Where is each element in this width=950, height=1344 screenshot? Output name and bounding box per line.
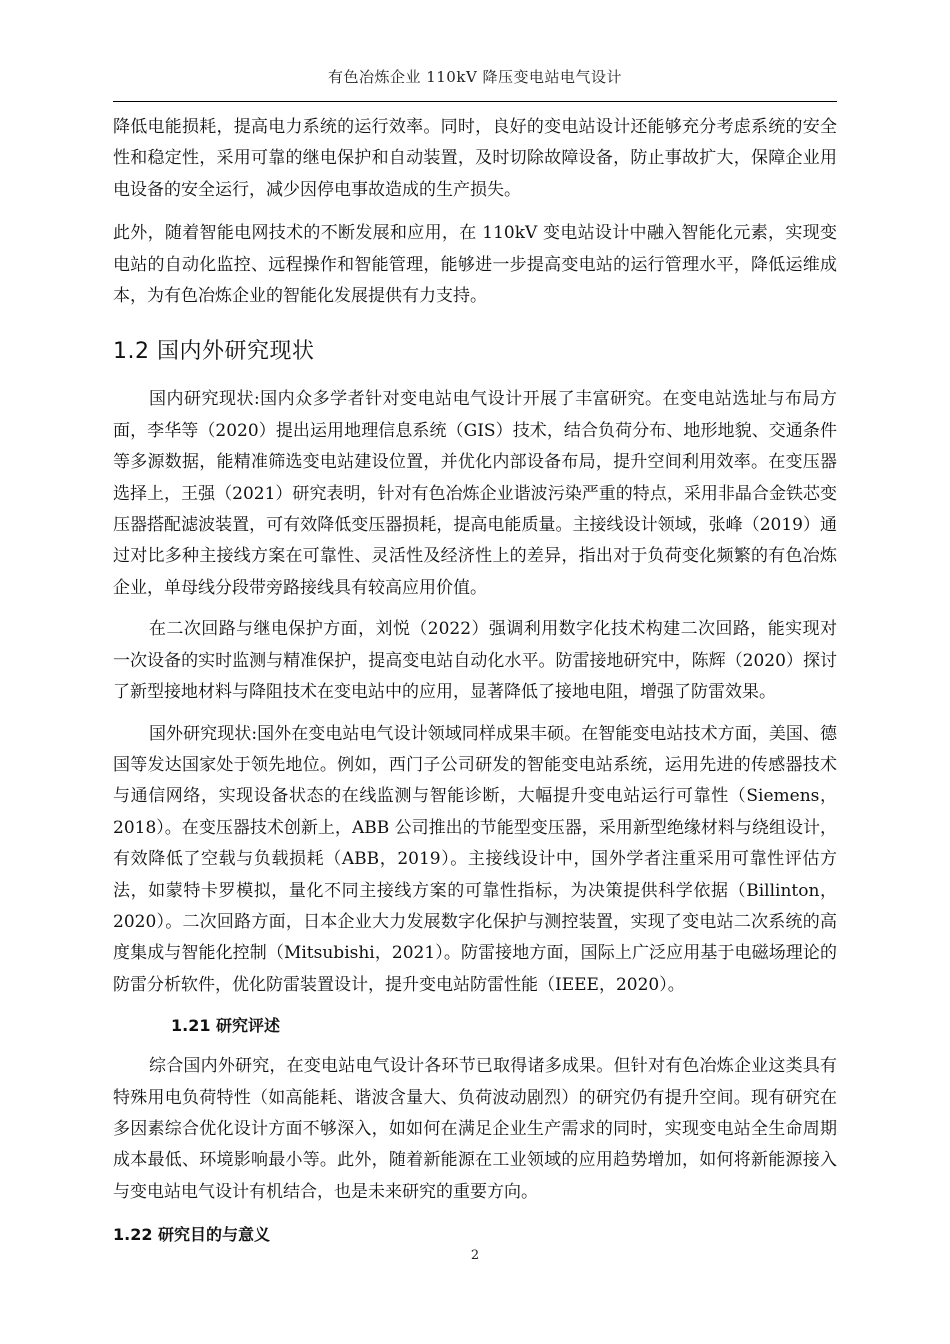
subsection-heading-1-21: 1.21 研究评述 [171, 1016, 281, 1036]
paragraph-domestic-research: 国内研究现状:国内众多学者针对变电站电气设计开展了丰富研究。在变电站选址与布局方面，李华等（2020）提出运用地理信息系统（GIS）技术，结合负荷分布、地形地貌、交通条件等多源数据，能精准筛选变电站建设位置，并优化内部设备布局，提升空间利用效率。在变压器选择上，王强（2021）研究表明，针对有色冶炼企业谐波污染严重的特点，采用非晶合金铁芯变压器搭配滤波装置，可有效降低变压器损耗，提高电能质量。主接线设计领域，张峰（2019）通过对比多种主接线方案在可靠性、灵活性及经济性上的差异，指出对于负荷变化频繁的有色冶炼企业，单母线分段带旁路接线具有较高应用价值。 [113, 389, 837, 598]
paragraph-review: 综合国内外研究，在变电站电气设计各环节已取得诸多成果。但针对有色冶炼企业这类具有特殊用电负荷特性（如高能耗、谐波含量大、负荷波动剧烈）的研究仍有提升空间。现有研究在多因素综合优化设计方面不够深入，如如何在满足企业生产需求的同时，实现变电站全生命周期成本最低、环境影响最小等。此外，随着新能源在工业领域的应用趋势增加，如何将新能源接入与变电站电气设计有机结合，也是未来研究的重要方向。 [113, 1056, 837, 1202]
paragraph-foreign-research: 国外研究现状:国外在变电站电气设计领域同样成果丰硕。在智能变电站技术方面，美国、德国等发达国家处于领先地位。例如，西门子公司研发的智能变电站系统，运用先进的传感器技术与通信网络，实现设备状态的在线监测与智能诊断，大幅提升变电站运行可靠性（Siemens，2018）。在变压器技术创新上，ABB 公司推出的节能型变压器，采用新型绝缘材料与绕组设计，有效降低了空载与负载损耗（ABB，2019）。主接线设计中，国外学者注重采用可靠性评估方法，如蒙特卡罗模拟，量化不同主接线方案的可靠性指标，为决策提供科学依据（Billinton，2020）。二次回路方面，日本企业大力发展数字化保护与测控装置，实现了变电站二次系统的高度集成与智能化控制（Mitsubishi，2021）。防雷接地方面，国际上广泛应用基于电磁场理论的防雷分析软件，优化防雷装置设计，提升变电站防雷性能（IEEE，2020）。 [113, 723, 837, 995]
subsection-heading-1-22: 1.22 研究目的与意义 [113, 1225, 271, 1245]
paragraph-secondary-circuit: 在二次回路与继电保护方面，刘悦（2022）强调利用数字化技术构建二次回路，能实现对一次设备的实时监测与精准保护，提高变电站自动化水平。防雷接地研究中，陈辉（2020）探讨了新型接地材料与降阻技术在变电站中的应用，显著降低了接地电阻，增强了防雷效果。 [113, 619, 837, 703]
paragraph-2: 此外，随着智能电网技术的不断发展和应用，在 110kV 变电站设计中融入智能化元素，实现变电站的自动化监控、远程操作和智能管理，能够进一步提高变电站的运行管理水平，降低运维成本，为有色冶炼企业的智能化发展提供有力支持。 [113, 223, 837, 307]
document-body [113, 112, 837, 1250]
header-rule [113, 101, 837, 102]
paragraph-1: 降低电能损耗，提高电力系统的运行效率。同时，良好的变电站设计还能够充分考虑系统的安全性和稳定性，采用可靠的继电保护和自动装置，及时切除故障设备，防止事故扩大，保障企业用电设备的安全运行，减少因停电事故造成的生产损失。 [113, 117, 837, 200]
section-heading-1-2: 1.2 国内外研究现状 [113, 339, 315, 365]
page-header-title: 有色冶炼企业 110kV 降压变电站电气设计 [327, 68, 623, 86]
page-number: 2 [470, 1248, 480, 1263]
